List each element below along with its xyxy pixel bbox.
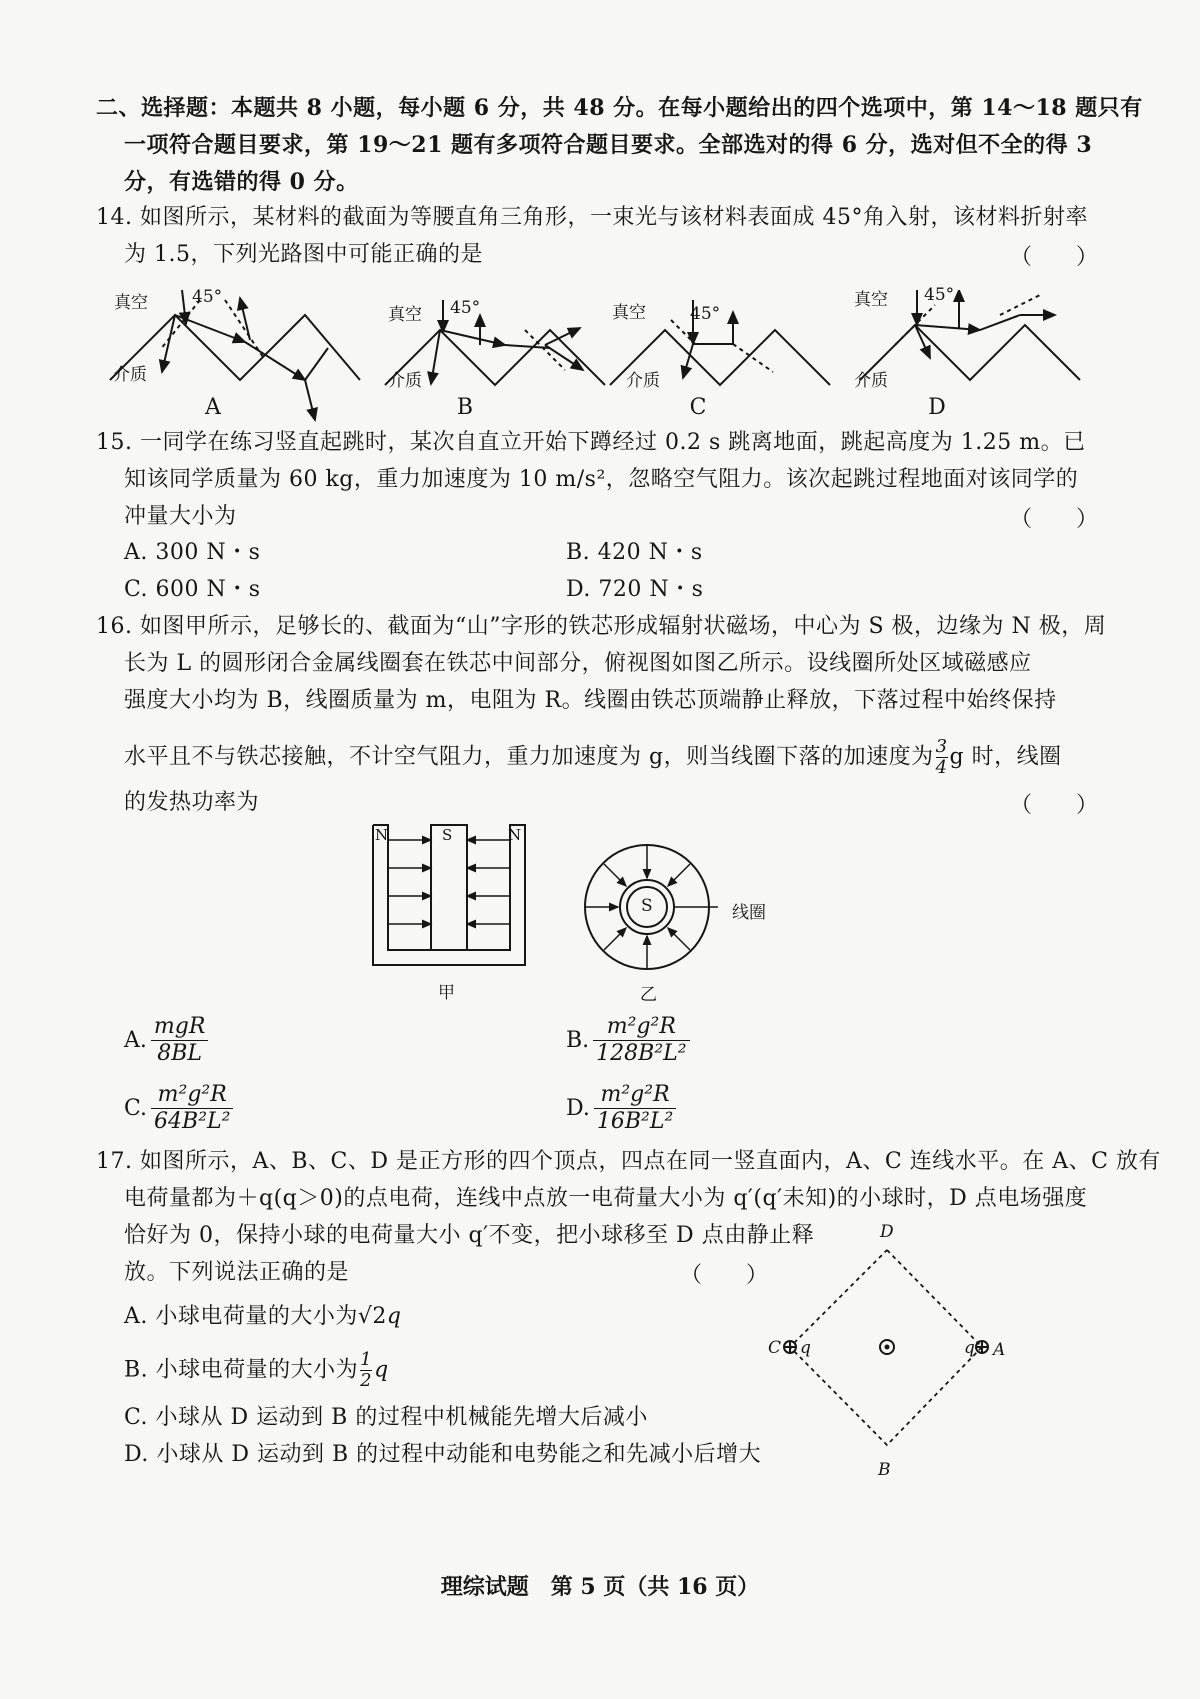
q17-option-a-root: √2 <box>357 1304 387 1329</box>
q17-fig-q-right: q <box>964 1338 975 1358</box>
q17-stem-line2: 电荷量都为＋q(q＞0)的点电荷，连线中点放一电荷量大小为 q′(q′未知)的小球时，D 点电场强度 <box>124 1186 1088 1211</box>
q16-jia-n-left: N <box>375 826 389 844</box>
q16-stem-line5: 的发热功率为 <box>124 790 260 815</box>
q16-option-d <box>566 1082 676 1135</box>
q14-label-a: A <box>205 395 221 420</box>
q16-jia-s-mid: S <box>442 826 453 844</box>
q17-option-b-den: 2 <box>360 1370 373 1391</box>
q16-stem-line2: 长为 L 的圆形闭合金属线圈套在铁芯中间部分，俯视图如图乙所示。设线圈所处区域磁感应 <box>124 651 1032 676</box>
q16-option-d-den: 16B²L² <box>596 1109 674 1134</box>
q16-option-d-fraction <box>594 1082 676 1135</box>
section-instruction-line3: 分，有选错的得 0 分。 <box>124 169 359 195</box>
q17-stem-line4: 放。下列说法正确的是 <box>124 1260 350 1285</box>
q16-stem-line4-end: g 时，线圈 <box>949 744 1062 770</box>
q16-option-a-den: 8BL <box>157 1041 203 1066</box>
q17-stem-line3: 恰好为 0，保持小球的电荷量大小 q′不变，把小球移至 D 点由静止释 <box>124 1223 815 1248</box>
q17-option-b-num: 1 <box>360 1349 373 1370</box>
q14-c-angle-label: 45° <box>690 304 721 324</box>
q17-stem-line1: 17. 如图所示，A、B、C、D 是正方形的四个顶点，四点在同一竖直面内，A、C 连线水平。在 A、C 放有 <box>96 1149 1161 1174</box>
q17-fig-d-label: D <box>880 1222 894 1242</box>
q16-yi-s-center: S <box>641 896 653 916</box>
q16-option-a-num: mgR <box>151 1014 209 1041</box>
q16-option-c <box>124 1082 233 1135</box>
q17-fig-c-label: C <box>768 1338 782 1358</box>
q16-option-a-key: A. <box>124 1028 147 1053</box>
q14-c-vacuum-label: 真空 <box>612 303 646 323</box>
q17-option-b-q: q <box>374 1357 389 1383</box>
q17-option-b-fraction <box>360 1350 372 1391</box>
q15-stem-line2: 知该同学质量为 60 kg，重力加速度为 10 m/s²，忽略空气阻力。该次起跳过程地面对该同学的 <box>124 467 1079 492</box>
q15-stem-line1: 15. 一同学在练习竖直起跳时，某次自直立开始下蹲经过 0.2 s 跳离地面，跳起高度为 1.25 m。已 <box>96 430 1086 455</box>
q17-option-c: C. 小球从 D 运动到 B 的过程中机械能先增大后减小 <box>124 1405 648 1430</box>
q14-b-angle-label: 45° <box>450 298 481 318</box>
q14-c-medium-label: 介质 <box>626 371 660 391</box>
q14-answer-bracket: （ ） <box>1010 245 1099 270</box>
q16-jia-caption: 甲 <box>438 983 455 1003</box>
q16-option-b-fraction <box>593 1014 689 1067</box>
q14-d-angle-label: 45° <box>924 285 955 305</box>
q14-a-angle-label: 45° <box>192 287 223 307</box>
q14-d-medium-label: 介质 <box>854 371 888 391</box>
q16-option-c-num: m²g²R <box>151 1082 233 1109</box>
section-instruction-line1: 二、选择题：本题共 8 小题，每小题 6 分，共 48 分。在每小题给出的四个选项中，第 14～18 题只有 <box>96 95 1143 121</box>
q17-answer-bracket: （ ） <box>680 1263 769 1288</box>
section-instruction-line2: 一项符合题目要求，第 19～21 题有多项符合题目要求。全部选对的得 6 分，选对但不全的得 3 <box>124 132 1093 158</box>
q16-option-d-num: m²g²R <box>594 1082 676 1109</box>
q15-option-b: B. 420 N・s <box>566 540 703 565</box>
q14-a-vacuum-label: 真空 <box>114 293 148 313</box>
q16-option-c-key: C. <box>124 1096 148 1121</box>
q16-option-b-key: B. <box>566 1028 590 1053</box>
q17-fig-b-label: B <box>878 1460 891 1480</box>
q14-diagram-d <box>860 290 1080 380</box>
q15-option-c: C. 600 N・s <box>124 577 261 602</box>
q14-stem-line1: 14. 如图所示，某材料的截面为等腰直角三角形，一束光与该材料表面成 45°角入射，该材料折射率 <box>96 205 1088 230</box>
q16-accel-frac-den: 4 <box>935 757 948 778</box>
q14-label-d: D <box>928 395 946 420</box>
q16-stem-line3: 强度大小均为 B，线圈质量为 m，电阻为 R。线圈由铁芯顶端静止释放，下落过程中始终保持 <box>124 688 1057 713</box>
q17-option-a-q: q <box>386 1304 402 1329</box>
q16-option-a <box>124 1014 208 1067</box>
q15-answer-bracket: （ ） <box>1010 507 1099 532</box>
q16-yi-caption: 乙 <box>640 985 657 1005</box>
q16-stem-line4-text: 水平且不与铁芯接触，不计空气阻力，重力加速度为 g，则当线圈下落的加速度为 <box>124 744 934 770</box>
q14-b-medium-label: 介质 <box>388 371 422 391</box>
q16-option-c-fraction <box>151 1082 233 1135</box>
q17-option-a <box>124 1302 401 1332</box>
q16-accel-fraction <box>936 737 948 778</box>
q15-option-a: A. 300 N・s <box>124 540 261 565</box>
q16-stem-line1: 16. 如图甲所示，足够长的、截面为“山”字形的铁芯形成辐射状磁场，中心为 S 极，边缘为 N 极，周 <box>96 614 1107 639</box>
q17-option-d: D. 小球从 D 运动到 B 的过程中动能和电势能之和先减小后增大 <box>124 1442 762 1467</box>
q16-jia-n-right: N <box>508 826 522 844</box>
q14-label-b: B <box>456 395 474 420</box>
q14-a-medium-label: 介质 <box>113 365 147 385</box>
q16-option-b <box>566 1014 690 1067</box>
q17-fig-q-left: q <box>800 1338 811 1358</box>
q16-option-a-fraction <box>151 1014 209 1067</box>
q14-label-c: C <box>689 395 707 420</box>
q14-d-vacuum-label: 真空 <box>854 290 888 310</box>
page-footer: 理综试题 第 5 页（共 16 页） <box>440 1574 760 1600</box>
q16-option-c-den: 64B²L² <box>154 1109 231 1134</box>
q15-stem-line3: 冲量大小为 <box>124 504 237 529</box>
q17-fig-a-label: A <box>993 1340 1006 1360</box>
q15-option-d: D. 720 N・s <box>566 577 704 602</box>
q17-option-a-text: A. 小球电荷量的大小为 <box>124 1304 358 1329</box>
q14-stem-line2: 为 1.5，下列光路图中可能正确的是 <box>124 242 483 267</box>
q16-stem-line4 <box>124 737 1062 778</box>
q16-option-b-den: 128B²L² <box>596 1041 687 1066</box>
q17-option-b-text: B. 小球电荷量的大小为 <box>124 1357 359 1383</box>
q14-b-vacuum-label: 真空 <box>388 305 422 325</box>
q16-option-d-key: D. <box>566 1096 590 1121</box>
q16-yi-coil-label: 线圈 <box>732 903 766 923</box>
q17-option-b <box>124 1350 389 1391</box>
q16-accel-frac-num: 3 <box>935 736 948 757</box>
q16-answer-bracket: （ ） <box>1010 793 1099 818</box>
q16-option-b-num: m²g²R <box>593 1014 689 1041</box>
